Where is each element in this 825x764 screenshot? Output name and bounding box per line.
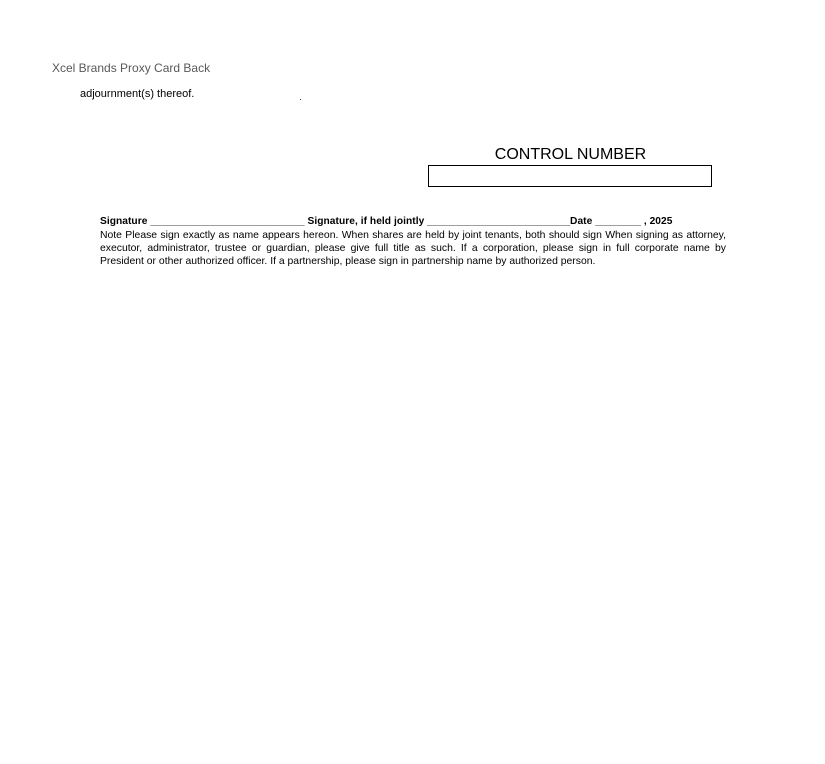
document-title: Xcel Brands Proxy Card Back	[52, 61, 211, 75]
stray-mark	[300, 99, 301, 100]
signing-instructions: Note Please sign exactly as name appears hereon. When shares are held by joint tenants, both should sign When signing as attorney, executor, administrator, trustee or guardian, please give full title as such. If a corporation, please sign in full corporate name by President or other authorized officer. If a partnership, please sign in partnership name by authorized person.	[100, 230, 726, 267]
signature-line: Signature ___________________________ Signature, if held jointly _________________________Date ________ , 2025	[100, 216, 673, 227]
control-number-box	[428, 165, 712, 187]
control-number-label: CONTROL NUMBER	[494, 146, 647, 163]
continued-text: adjournment(s) thereof.	[80, 88, 195, 100]
